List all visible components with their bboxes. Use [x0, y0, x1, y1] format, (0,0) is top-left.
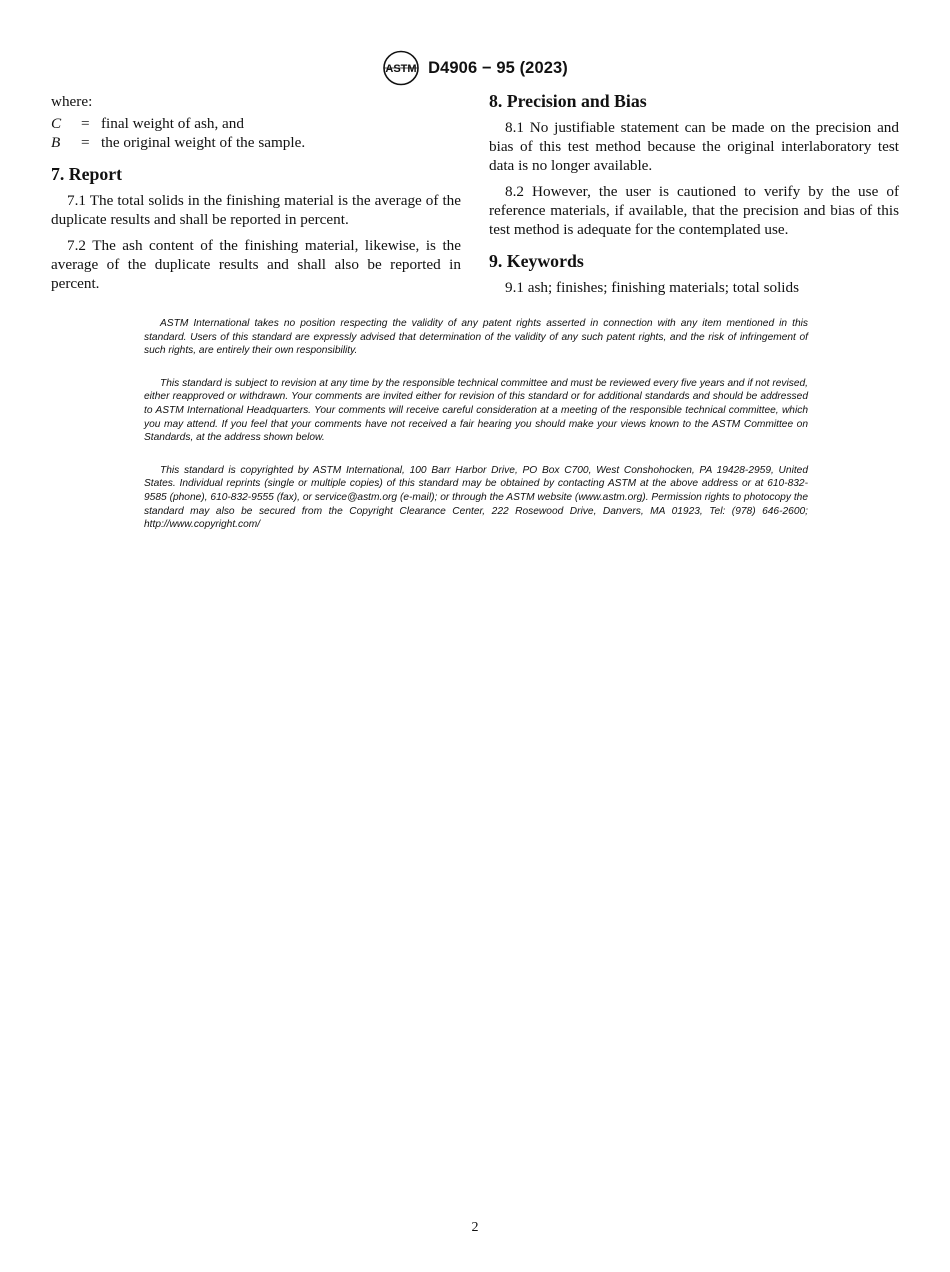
- paragraph-9-1: 9.1 ash; finishes; finishing materials; total solids: [505, 279, 800, 296]
- legal-footer: [144, 317, 808, 551]
- equals-sign: =: [81, 115, 90, 132]
- paragraph-7-2: 7.2 The ash content of the finishing material, likewise, is the average of the duplicate results and shall also be reported in percent.: [51, 237, 461, 292]
- left-column: [51, 92, 461, 293]
- section-7-heading: 7. Report: [51, 164, 123, 184]
- definition-row: [51, 114, 461, 133]
- equals-sign: =: [81, 134, 90, 151]
- right-column: [489, 92, 899, 297]
- page-number: 2: [471, 1220, 479, 1235]
- astm-logo-icon: [382, 50, 420, 86]
- section-8-heading: 8. Precision and Bias: [489, 91, 647, 111]
- copyright-notice: This standard is copyrighted by ASTM International, 100 Barr Harbor Drive, PO Box C700, West Conshohocken, PA 19428-2959, United States. Individual reprints (single or multiple copies) of this standard may be obtained by contacting ASTM at the above address or at 610-832-9585 (phone), 610-832-9555 (fax), or service@astm.org (e-mail); or through the ASTM website (www.astm.org). Permission rights to photocopy the standard may also be secured from the Copyright Clearance Center, 222 Rosewood Drive, Danvers, MA 01923, Tel: (978) 646-2600; http://www.copyright.com/: [144, 464, 808, 531]
- revision-notice: This standard is subject to revision at any time by the responsible technical committee and must be reviewed every five years and if not revised, either reapproved or withdrawn. Your comments are invited either for revision of this standard or for additional standards and should be addressed to ASTM International Headquarters. Your comments will receive careful consideration at a meeting of the responsible technical committee, which you may attend. If you feel that your comments have not received a fair hearing you should make your views known to the ASTM Committee on Standards, at the address shown below.: [144, 377, 808, 444]
- where-intro: where:: [51, 93, 93, 110]
- variable-definitions: [51, 114, 461, 152]
- patent-notice: ASTM International takes no position respecting the validity of any patent rights asserted in connection with any item mentioned in this standard. Users of this standard are expressly advised that determination of the validity of any such patent rights, and the risk of infringement of such rights, are entirely their own responsibility.: [144, 318, 808, 357]
- variable-symbol: B: [51, 134, 61, 151]
- paragraph-8-1: 8.1 No justifiable statement can be made on the precision and bias of this test method because the original interlaboratory test data is no longer available.: [489, 119, 899, 174]
- definition-row: [51, 133, 461, 152]
- paragraph-8-2: 8.2 However, the user is cautioned to verify by the use of reference materials, if available, that the precision and bias of this test method is adequate for the contemplated use.: [489, 183, 899, 238]
- section-9-heading: 9. Keywords: [489, 251, 584, 271]
- document-designation: D4906 − 95 (2023): [428, 58, 568, 77]
- variable-definition: final weight of ash, and: [101, 115, 244, 132]
- page-header: [0, 50, 950, 86]
- paragraph-7-1: 7.1 The total solids in the finishing material is the average of the duplicate results and shall be reported in percent.: [51, 192, 461, 228]
- variable-symbol: C: [51, 115, 62, 132]
- variable-definition: the original weight of the sample.: [101, 134, 306, 151]
- logo-text: ASTM: [385, 63, 417, 75]
